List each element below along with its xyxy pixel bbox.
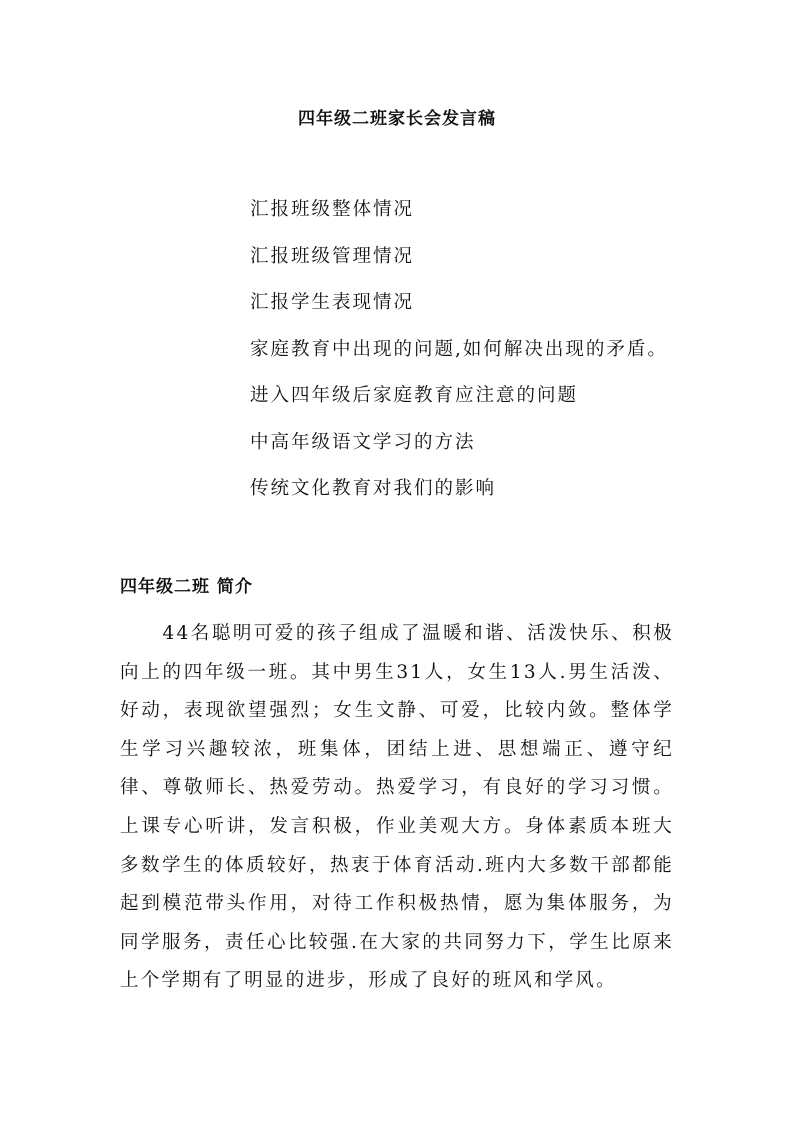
- agenda-item: 进入四年级后家庭教育应注意的问题: [250, 385, 579, 406]
- agenda-list: [250, 196, 668, 522]
- agenda-item: 汇报班级整体情况: [250, 199, 415, 220]
- document-title: 四年级二班家长会发言稿: [298, 109, 496, 129]
- agenda-item: 传统文化教育对我们的影响: [250, 478, 497, 499]
- agenda-item: 汇报班级管理情况: [250, 245, 415, 267]
- class-introduction-paragraph: 44名聪明可爱的孩子组成了温暖和谐、活泼快乐、积极向上的四年级一班。其中男生31人，女生13人.男生活泼、好动，表现欲望强烈；女生文静、可爱，比较内敛。整体学生学习兴趣较浓，班集体，团结上进、思想端正、遵守纪律、尊敬师长、热爱劳动。热爱学习，有良好的学习习惯。上课专心听讲，发言积极，作业美观大方。身体素质本班大多数学生的体质较好，热衷于体育活动.班内大多数干部都能起到模范带头作用，对待工作积极热情，愿为集体服务，为同学服务，责任心比较强.在大家的共同努力下，学生比原来上个学期有了明显的进步，形成了良好的班风和学风。: [120, 623, 674, 992]
- agenda-item: 汇报学生表现情况: [250, 292, 415, 313]
- agenda-item: 家庭教育中出现的问题,如何解决出现的矛盾。: [250, 338, 668, 360]
- section-heading: 四年级二班 简介: [120, 577, 253, 597]
- agenda-item: 中高年级语文学习的方法: [250, 431, 476, 453]
